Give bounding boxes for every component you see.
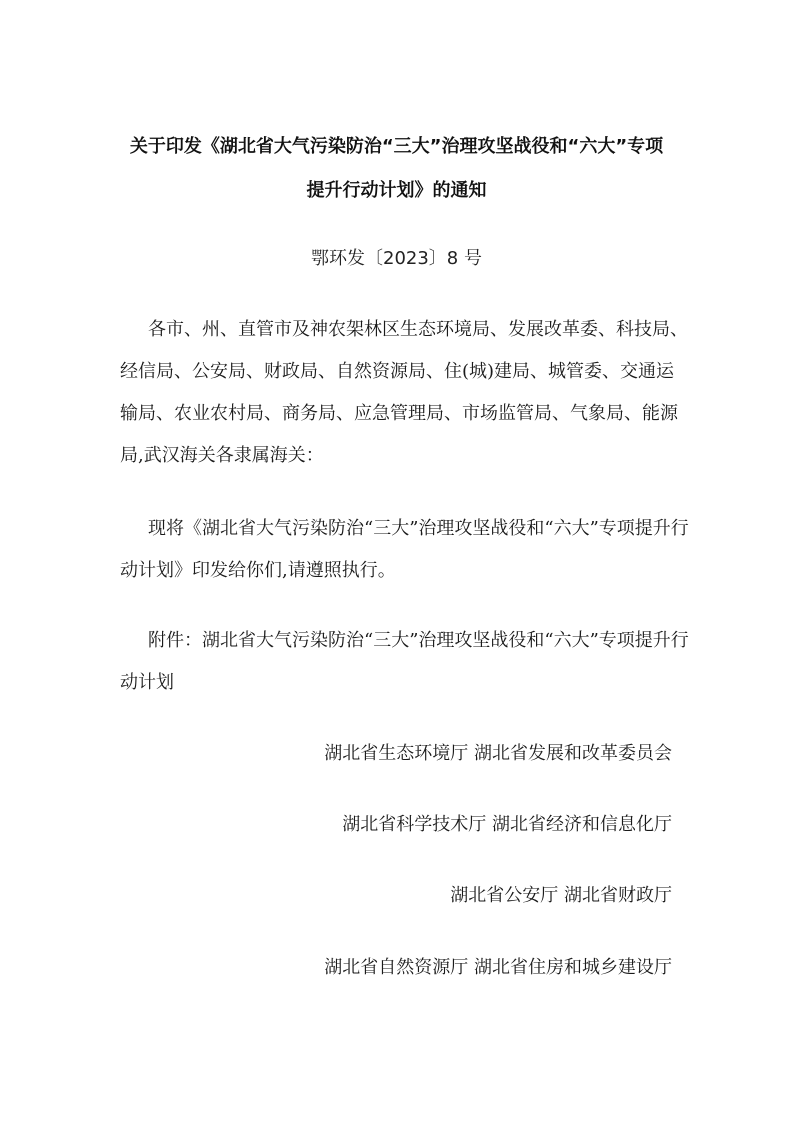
- attachment-line-1: 附件：湖北省大气污染防治“三大”治理攻坚战役和“六大”专项提升行: [148, 630, 689, 651]
- signatory-line-3: 湖北省公安厅 湖北省财政厅: [450, 885, 672, 906]
- addressee-line-3: 输局、农业农村局、商务局、应急管理局、市场监管局、气象局、能源: [120, 403, 678, 424]
- document-number: 鄂环发〔2023〕8 号: [311, 248, 482, 269]
- body-line-2: 动计划》印发给你们,请遵照执行。: [120, 560, 396, 581]
- addressee-line-4: 局,武汉海关各隶属海关：: [120, 445, 324, 466]
- addressee-line-2: 经信局、公安局、财政局、自然资源局、住(城)建局、城管委、交通运: [120, 361, 675, 382]
- title-line-2: 提升行动计划》的通知: [306, 180, 487, 201]
- body-line-1: 现将《湖北省大气污染防治“三大”治理攻坚战役和“六大”专项提升行: [148, 518, 689, 539]
- addressee-line-1: 各市、州、直管市及神农架林区生态环境局、发展改革委、科技局、: [148, 319, 688, 340]
- signatory-line-4: 湖北省自然资源厅 湖北省住房和城乡建设厅: [324, 957, 672, 978]
- signatory-line-1: 湖北省生态环境厅 湖北省发展和改革委员会: [324, 743, 672, 764]
- signatory-line-2: 湖北省科学技术厅 湖北省经济和信息化厅: [342, 814, 672, 835]
- title-line-1: 关于印发《湖北省大气污染防治“三大”治理攻坚战役和“六大”专项: [129, 136, 664, 157]
- attachment-line-2: 动计划: [120, 672, 174, 693]
